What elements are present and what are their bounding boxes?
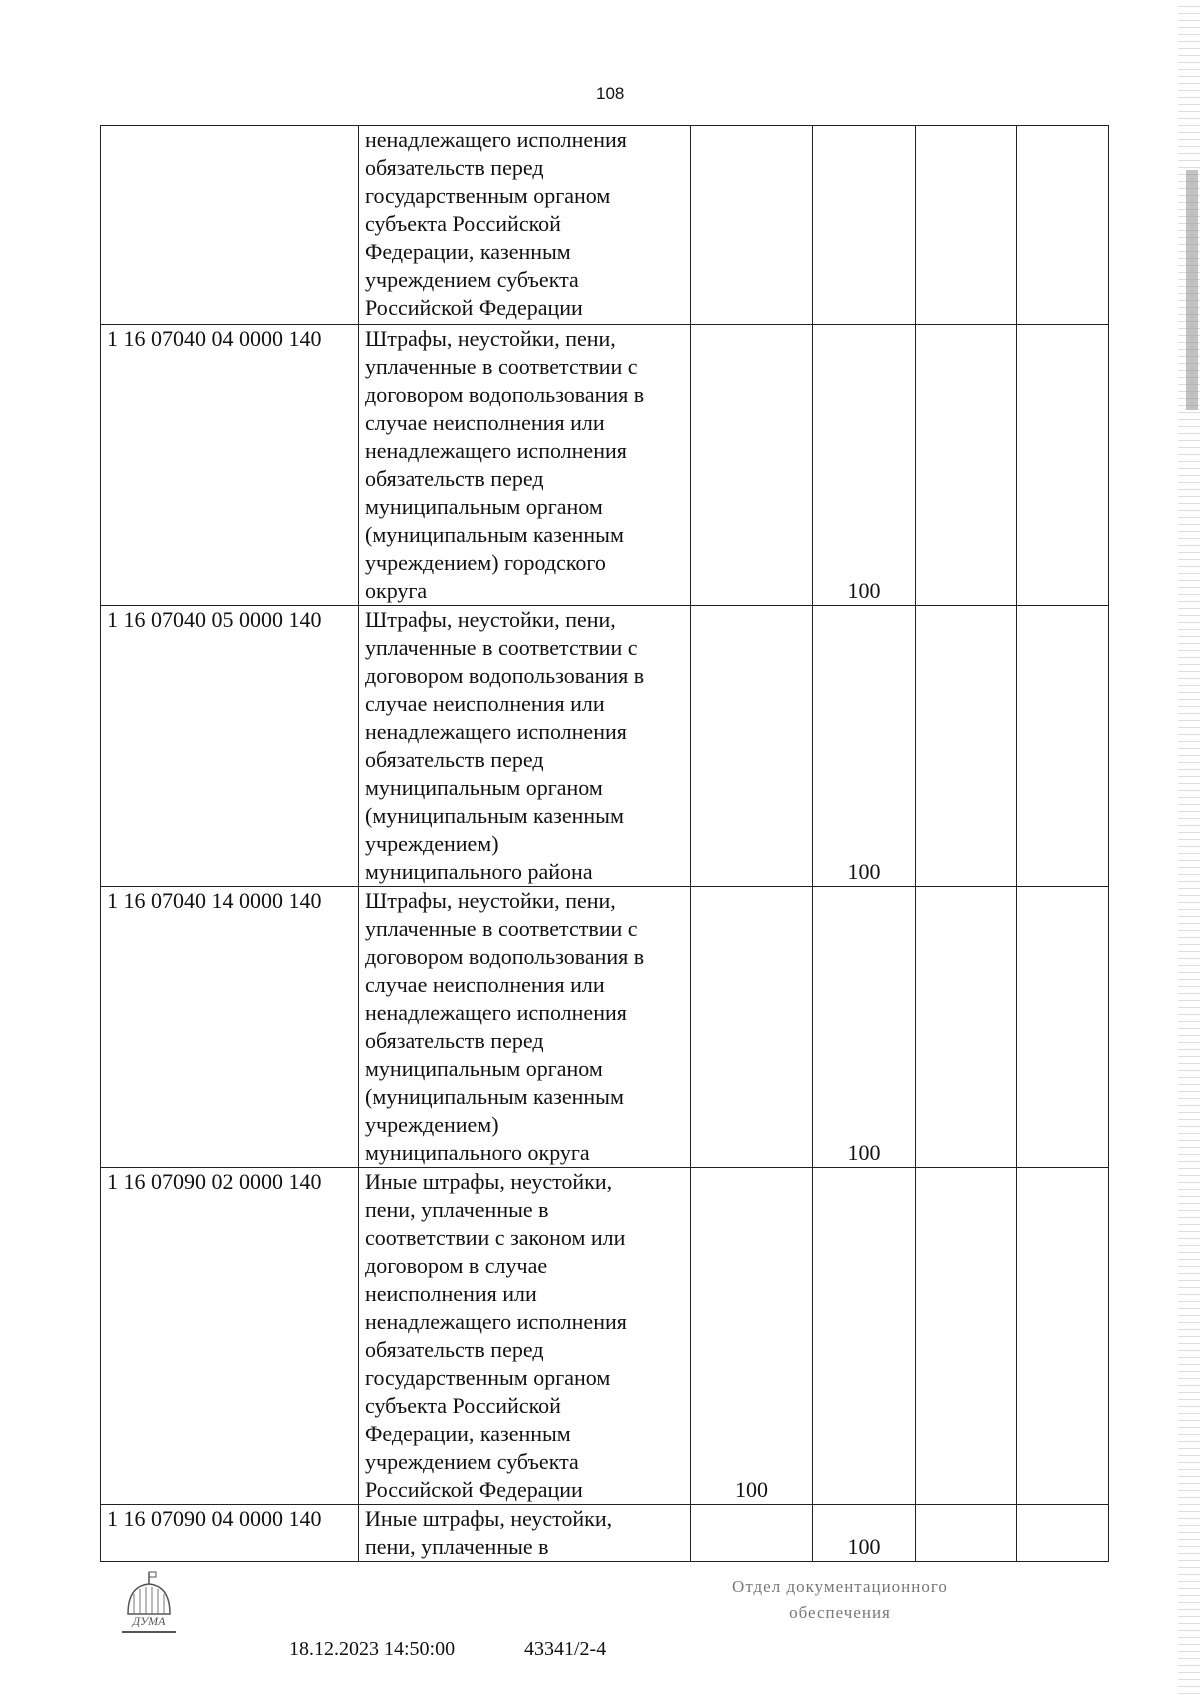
description-line: ненадлежащего исполнения [365, 1000, 627, 1025]
description-line: государственным органом [365, 183, 611, 208]
description-line: обязательств перед [365, 155, 544, 180]
percent-cell-c6 [1017, 1168, 1109, 1505]
table-row [101, 1505, 1109, 1562]
description-line: ненадлежащего исполнения [365, 719, 627, 744]
duma-logo [120, 1570, 178, 1636]
description-line: обязательств перед [365, 1337, 544, 1362]
stamp-line-2: обеспечения [789, 1603, 891, 1622]
percent-cell-c3 [691, 325, 813, 606]
description-line: учреждением субъекта [365, 1449, 579, 1474]
percent-cell-c5 [916, 1505, 1017, 1562]
revenue-description [359, 1168, 691, 1505]
description-line: учреждением) городского [365, 550, 606, 575]
description-line: Российской Федерации [365, 1477, 583, 1502]
description-line: обязательств перед [365, 466, 544, 491]
percent-cell-c4: 100 [813, 606, 916, 887]
description-line: неисполнения или [365, 1281, 537, 1306]
percent-cell-c5 [916, 126, 1017, 325]
percent-cell-c3 [691, 126, 813, 325]
description-line: Федерации, казенным [365, 1421, 571, 1446]
table-row [101, 325, 1109, 606]
revenue-codes-table [100, 125, 1109, 1562]
department-stamp [700, 1574, 980, 1626]
percent-cell-c3 [691, 606, 813, 887]
percent-cell-c5 [916, 325, 1017, 606]
percent-cell-c3 [691, 1505, 813, 1562]
stamp-line-1: Отдел документационного [732, 1577, 948, 1596]
budget-code: 1 16 07090 04 0000 140 [101, 1505, 359, 1562]
table-row [101, 1168, 1109, 1505]
description-line: Штрафы, неустойки, пени, [365, 326, 616, 351]
description-line: округа [365, 578, 428, 603]
description-line: обязательств перед [365, 747, 544, 772]
revenue-description [359, 887, 691, 1168]
scan-edge-mark [1186, 170, 1198, 410]
description-line: (муниципальным казенным [365, 803, 624, 828]
footer-doc-number: 43341/2-4 [524, 1638, 607, 1660]
percent-cell-c4 [813, 1168, 916, 1505]
percent-cell-c5 [916, 1168, 1017, 1505]
description-line: учреждением) [365, 831, 499, 856]
description-line: случае неисполнения или [365, 410, 605, 435]
description-line: (муниципальным казенным [365, 1084, 624, 1109]
description-line: соответствии с законом или [365, 1225, 626, 1250]
description-line: субъекта Российской [365, 211, 561, 236]
table-row [101, 606, 1109, 887]
description-line: обязательств перед [365, 1028, 544, 1053]
description-line: договором водопользования в [365, 663, 645, 688]
description-line: (муниципальным казенным [365, 522, 624, 547]
description-line: случае неисполнения или [365, 972, 605, 997]
description-line: Штрафы, неустойки, пени, [365, 607, 616, 632]
percent-cell-c6 [1017, 1505, 1109, 1562]
description-line: субъекта Российской [365, 1393, 561, 1418]
percent-cell-c6 [1017, 606, 1109, 887]
description-line: договором водопользования в [365, 944, 645, 969]
revenue-description [359, 325, 691, 606]
description-line: договором в случае [365, 1253, 548, 1278]
budget-code: 1 16 07090 02 0000 140 [101, 1168, 359, 1505]
revenue-description [359, 1505, 691, 1562]
percent-cell-c5 [916, 887, 1017, 1168]
description-line: учреждением) [365, 1112, 499, 1137]
description-line: Российской Федерации [365, 295, 583, 320]
description-line: Иные штрафы, неустойки, [365, 1506, 613, 1531]
description-line: учреждением субъекта [365, 267, 579, 292]
percent-cell-c3: 100 [691, 1168, 813, 1505]
description-line: муниципальным органом [365, 1056, 603, 1081]
budget-code: 1 16 07040 14 0000 140 [101, 887, 359, 1168]
table-row [101, 126, 1109, 325]
budget-code: 1 16 07040 05 0000 140 [101, 606, 359, 887]
description-line: договором водопользования в [365, 382, 645, 407]
revenue-description [359, 606, 691, 887]
percent-cell-c3 [691, 887, 813, 1168]
description-line: уплаченные в соответствии с [365, 354, 638, 379]
description-line: ненадлежащего исполнения [365, 127, 627, 152]
description-line: муниципальным органом [365, 494, 603, 519]
revenue-description [359, 126, 691, 325]
description-line: Федерации, казенным [365, 239, 571, 264]
percent-cell-c4 [813, 126, 916, 325]
description-line: Иные штрафы, неустойки, [365, 1169, 613, 1194]
description-line: Штрафы, неустойки, пени, [365, 888, 616, 913]
description-line: муниципальным органом [365, 775, 603, 800]
percent-cell-c6 [1017, 325, 1109, 606]
description-line: муниципального округа [365, 1140, 590, 1165]
description-line: случае неисполнения или [365, 691, 605, 716]
footer-datetime: 18.12.2023 14:50:00 [289, 1638, 456, 1660]
description-line: ненадлежащего исполнения [365, 438, 627, 463]
svg-text:ДУМА: ДУМА [132, 1614, 166, 1628]
description-line: пени, уплаченные в [365, 1534, 549, 1559]
percent-cell-c6 [1017, 887, 1109, 1168]
percent-cell-c4: 100 [813, 887, 916, 1168]
percent-cell-c6 [1017, 126, 1109, 325]
percent-cell-c5 [916, 606, 1017, 887]
budget-code: 1 16 07040 04 0000 140 [101, 325, 359, 606]
percent-cell-c4: 100 [813, 1505, 916, 1562]
description-line: ненадлежащего исполнения [365, 1309, 627, 1334]
budget-code [101, 126, 359, 325]
description-line: уплаченные в соответствии с [365, 635, 638, 660]
page-number: 108 [596, 84, 625, 103]
description-line: государственным органом [365, 1365, 611, 1390]
table-row [101, 887, 1109, 1168]
percent-cell-c4: 100 [813, 325, 916, 606]
description-line: уплаченные в соответствии с [365, 916, 638, 941]
description-line: пени, уплаченные в [365, 1197, 549, 1222]
description-line: муниципального района [365, 859, 593, 884]
